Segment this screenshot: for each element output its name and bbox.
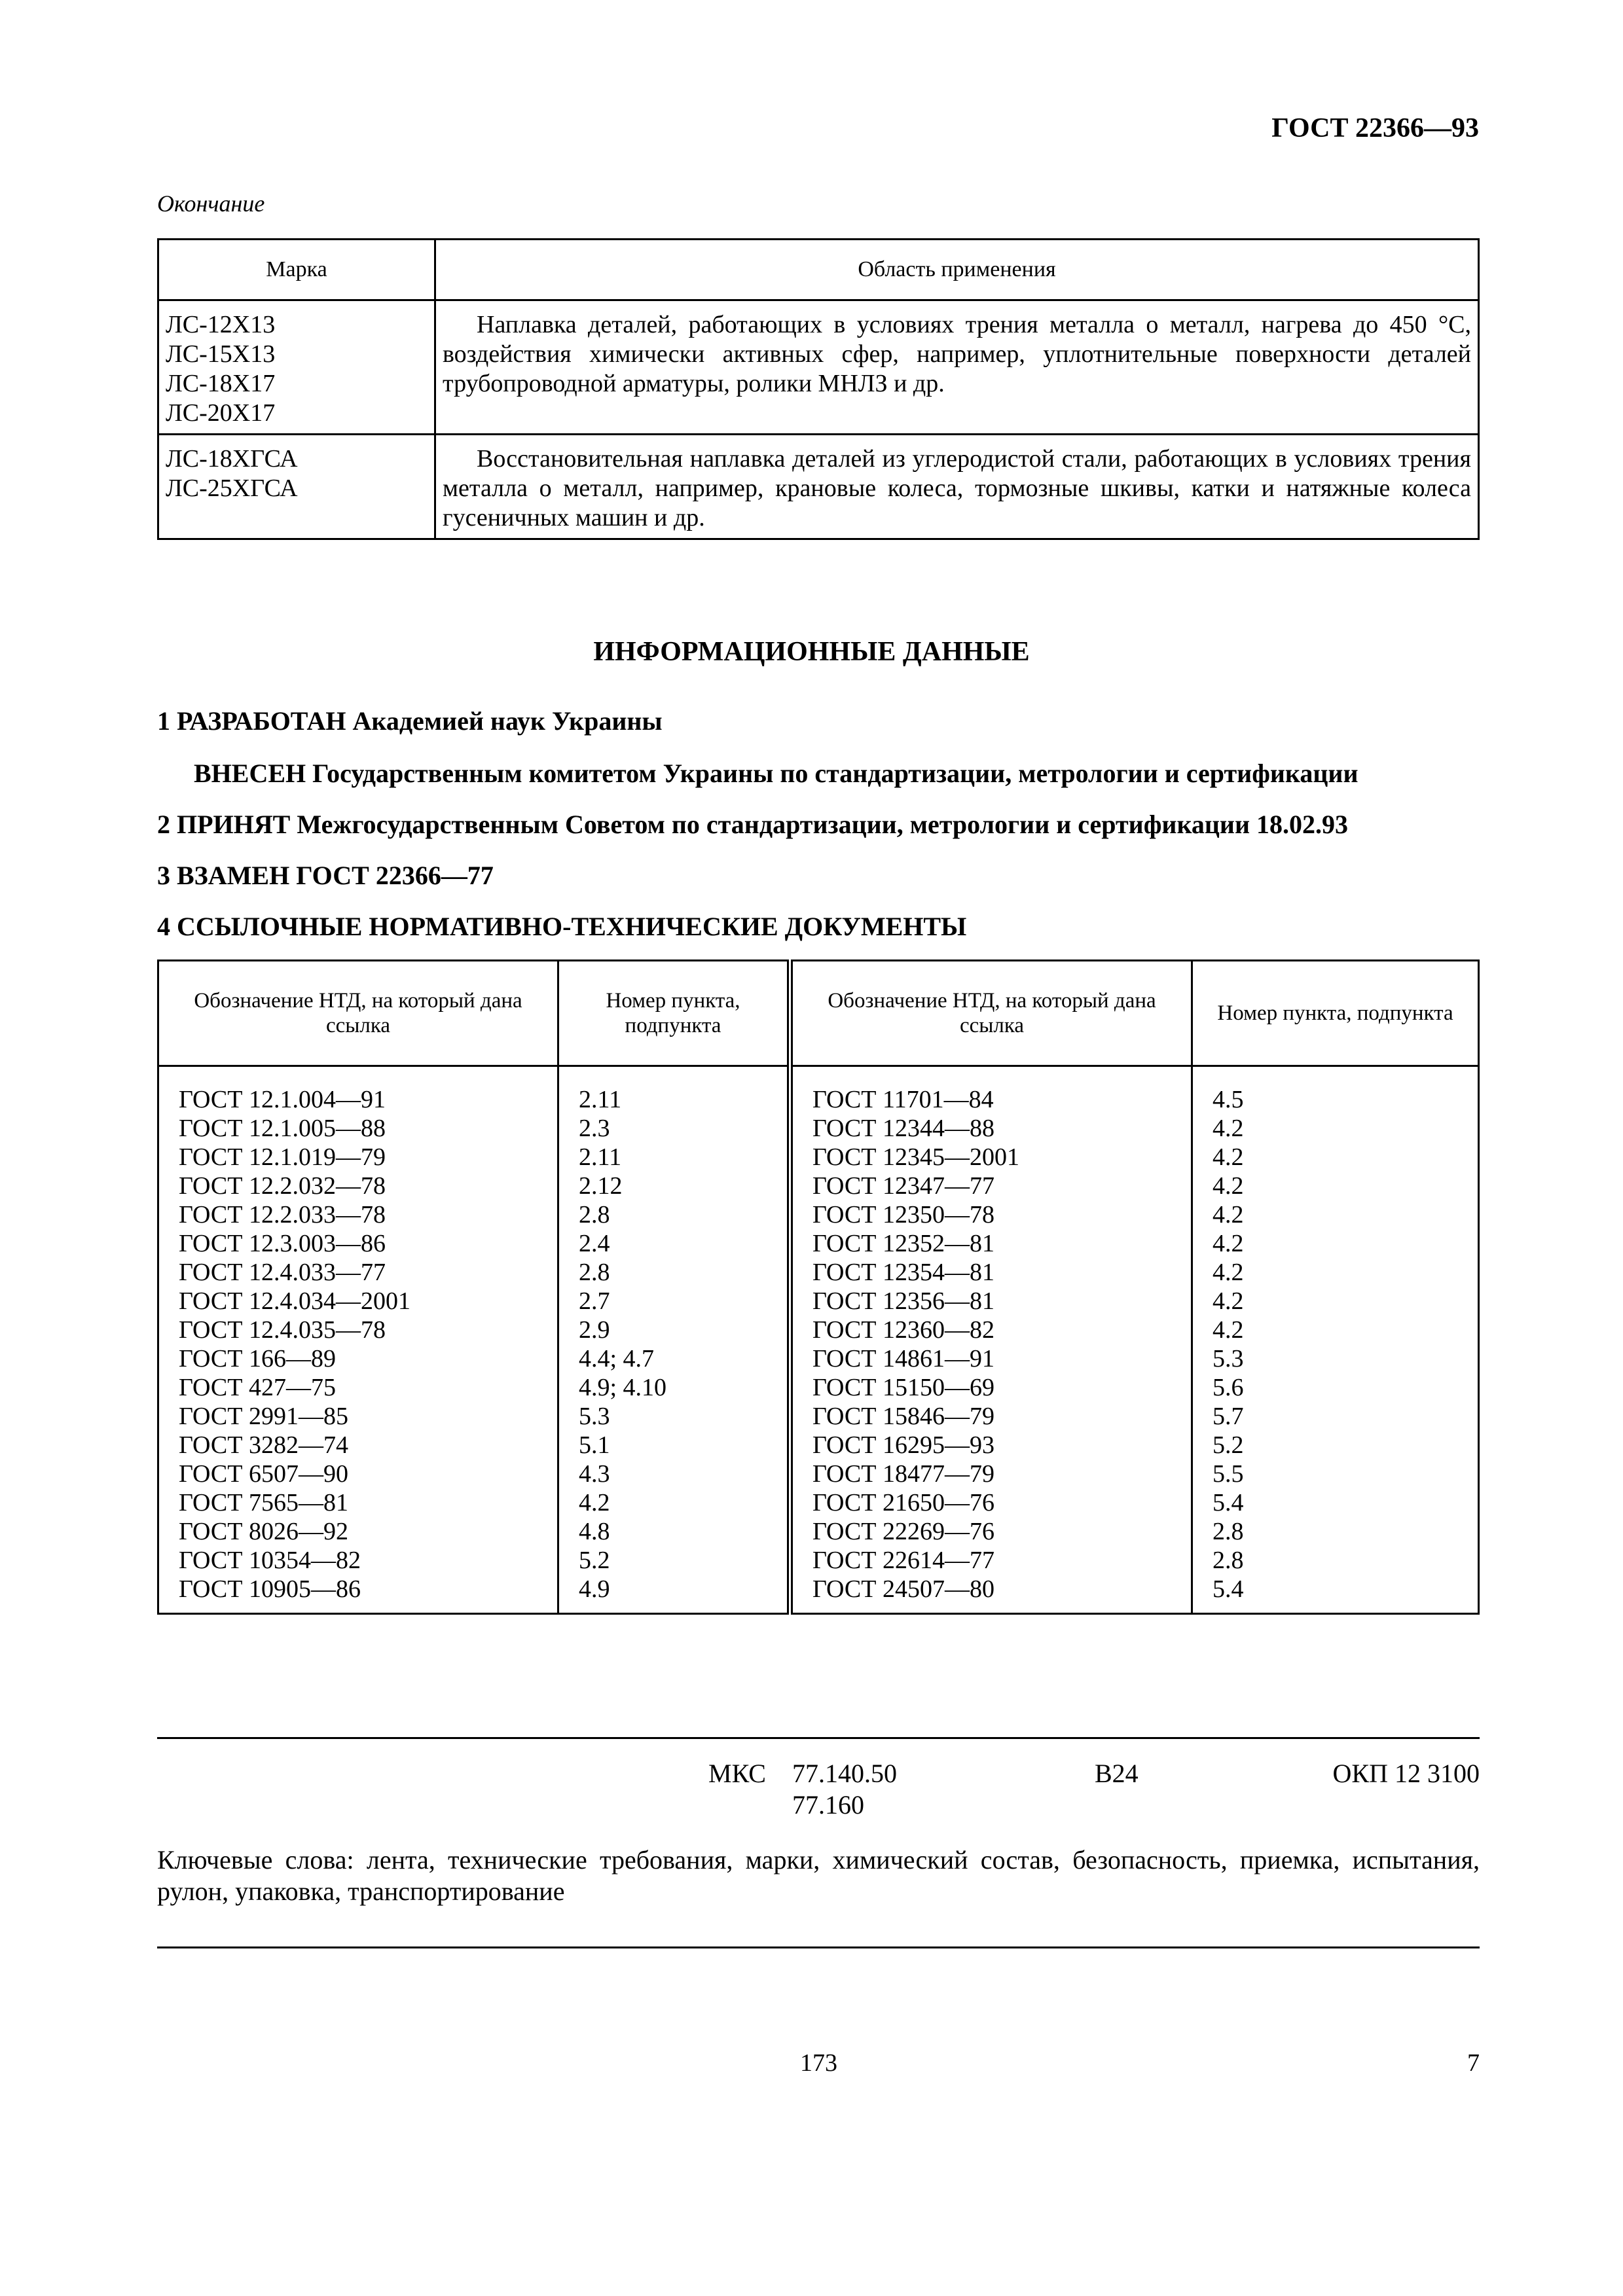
mark-name: ЛС-25ХГСА: [166, 475, 298, 502]
ref-doc-item: ГОСТ 10905—86: [179, 1575, 361, 1603]
ref-clause-item: 4.2: [1213, 1230, 1244, 1257]
ref-doc-item: ГОСТ 12344—88: [812, 1115, 994, 1142]
mark-name: ЛС-18ХГСА: [166, 445, 298, 473]
ref-clause-header: Номер пункта, подпункта: [558, 961, 790, 1066]
ref-doc-item: ГОСТ 22269—76: [812, 1518, 994, 1545]
ref-doc-item: ГОСТ 7565—81: [179, 1489, 348, 1516]
ref-doc-item: ГОСТ 14861—91: [812, 1345, 994, 1372]
ref-clause-item: 5.2: [579, 1547, 610, 1574]
group-code: В24: [1095, 1759, 1139, 1788]
page-number-center: 173: [800, 2049, 837, 2077]
table-row: [158, 300, 1479, 435]
ref-doc-item: ГОСТ 22614—77: [812, 1547, 994, 1574]
ref-clause-item: 2.12: [579, 1172, 623, 1200]
ref-doc-item: ГОСТ 12.4.035—78: [179, 1316, 386, 1344]
ref-doc-column: [790, 1066, 1192, 1614]
okp-code: ОКП 12 3100: [1332, 1759, 1480, 1788]
ref-clause-item: 4.9; 4.10: [579, 1374, 667, 1401]
ref-doc-item: ГОСТ 2991—85: [179, 1403, 348, 1430]
ref-doc-item: ГОСТ 24507—80: [812, 1575, 994, 1603]
ref-clause-item: 2.3: [579, 1115, 610, 1142]
ref-doc-item: ГОСТ 427—75: [179, 1374, 336, 1401]
ref-clause-item: 5.4: [1213, 1489, 1244, 1516]
ref-doc-item: ГОСТ 15150—69: [812, 1374, 994, 1401]
marks-col-header: Марка: [158, 240, 435, 300]
info-introduced: ВНЕСЕН Государственным комитетом Украины по стандартизации, метрологии и сертификации: [194, 759, 1359, 788]
ref-doc-item: ГОСТ 12.2.033—78: [179, 1201, 386, 1229]
ref-clause-item: 4.2: [1213, 1287, 1244, 1315]
ref-doc-item: ГОСТ 12.1.005—88: [179, 1115, 386, 1142]
ref-clause-item: 5.1: [579, 1431, 610, 1459]
table-caption: Окончание: [157, 190, 265, 217]
ref-clause-item: 4.4; 4.7: [579, 1345, 655, 1372]
ref-clause-item: 2.8: [579, 1201, 610, 1229]
ref-doc-item: ГОСТ 6507—90: [179, 1460, 348, 1488]
ref-doc-item: ГОСТ 12360—82: [812, 1316, 994, 1344]
ref-clause-item: 2.4: [579, 1230, 610, 1257]
ref-clause-header: Номер пункта, подпункта: [1192, 961, 1479, 1066]
info-replaces: 3 ВЗАМЕН ГОСТ 22366—77: [157, 861, 494, 890]
ref-clause-item: 2.8: [579, 1259, 610, 1286]
divider: [157, 1946, 1480, 1948]
marks-cell: [158, 300, 435, 435]
ref-doc-item: ГОСТ 10354—82: [179, 1547, 361, 1574]
area-text: Восстановительная наплавка деталей из углеродистой стали, работающих в условиях трения металла о металл, например, крановые колеса, тормозные шкивы, катки и натяжные колеса гусеничных машин и др.: [443, 445, 1471, 531]
area-text: Наплавка деталей, работающих в условиях трения металла о металл, нагрева до 450 °С, воздействия химически активных сфер, например, уплотнительные поверхности деталей трубопроводной арматуры, ролики МНЛЗ и др.: [443, 311, 1471, 397]
ref-clause-item: 5.3: [579, 1403, 610, 1430]
marks-cell: [158, 435, 435, 539]
mark-name: ЛС-18Х17: [166, 370, 276, 397]
ref-clause-item: 2.7: [579, 1287, 610, 1315]
info-adopted: 2 ПРИНЯТ Межгосударственным Советом по стандартизации, метрологии и сертификации 18.02.93: [157, 810, 1349, 839]
ref-doc-item: ГОСТ 8026—92: [179, 1518, 348, 1545]
ref-doc-item: ГОСТ 12.1.019—79: [179, 1143, 386, 1171]
ref-clause-item: 4.9: [579, 1575, 610, 1603]
ref-clause-item: 4.8: [579, 1518, 610, 1545]
references-table: [157, 960, 1480, 1615]
ref-clause-item: 2.8: [1213, 1518, 1244, 1545]
ref-doc-item: ГОСТ 12.3.003—86: [179, 1230, 386, 1257]
ref-clause-item: 2.11: [579, 1143, 622, 1171]
keywords: Ключевые слова: лента, технические требования, марки, химический состав, безопасность, приемка, испытания, рулон, упаковка, транспортирование: [157, 1845, 1480, 1906]
divider: [157, 1737, 1480, 1739]
ref-clause-item: 5.2: [1213, 1431, 1244, 1459]
ref-doc-item: ГОСТ 11701—84: [812, 1086, 994, 1113]
info-title: ИНФОРМАЦИОННЫЕ ДАННЫЕ: [593, 637, 1030, 667]
ref-doc-item: ГОСТ 12.4.034—2001: [179, 1287, 410, 1315]
area-cell: [435, 300, 1479, 435]
ref-doc-item: ГОСТ 3282—74: [179, 1431, 348, 1459]
ref-clause-item: 5.5: [1213, 1460, 1244, 1488]
ref-doc-item: ГОСТ 12352—81: [812, 1230, 994, 1257]
mark-name: ЛС-20Х17: [166, 399, 276, 427]
ref-doc-item: ГОСТ 16295—93: [812, 1431, 994, 1459]
ref-doc-item: ГОСТ 15846—79: [812, 1403, 994, 1430]
ref-doc-item: ГОСТ 12350—78: [812, 1201, 994, 1229]
ref-doc-item: ГОСТ 12.4.033—77: [179, 1259, 386, 1286]
ref-doc-item: ГОСТ 18477—79: [812, 1460, 994, 1488]
ref-clause-item: 2.9: [579, 1316, 610, 1344]
ref-clause-item: 4.2: [579, 1489, 610, 1516]
ref-clause-item: 4.3: [579, 1460, 610, 1488]
ref-clause-item: 5.4: [1213, 1575, 1244, 1603]
ref-doc-item: ГОСТ 12354—81: [812, 1259, 994, 1286]
ref-clause-item: 2.11: [579, 1086, 622, 1113]
ref-clause-item: 4.5: [1213, 1086, 1244, 1113]
ref-clause-item: 5.3: [1213, 1345, 1244, 1372]
mks-label: МКС: [708, 1759, 766, 1788]
ref-doc-item: ГОСТ 12356—81: [812, 1287, 994, 1315]
marks-table: [157, 238, 1480, 540]
ref-clause-item: 4.2: [1213, 1172, 1244, 1200]
area-col-header: Область применения: [435, 240, 1479, 300]
ref-doc-item: ГОСТ 21650—76: [812, 1489, 994, 1516]
mark-name: ЛС-12Х13: [166, 311, 276, 338]
ref-doc-header: Обозначение НТД, на который дана ссылка: [790, 961, 1192, 1066]
info-references: 4 ССЫЛОЧНЫЕ НОРМАТИВНО-ТЕХНИЧЕСКИЕ ДОКУМЕНТЫ: [157, 912, 967, 941]
ref-doc-header: Обозначение НТД, на который дана ссылка: [158, 961, 558, 1066]
ref-clause-item: 4.2: [1213, 1201, 1244, 1229]
ref-doc-item: ГОСТ 12347—77: [812, 1172, 994, 1200]
ref-clause-item: 4.2: [1213, 1259, 1244, 1286]
ref-clause-item: 4.2: [1213, 1115, 1244, 1142]
ref-clause-column: [1192, 1066, 1479, 1614]
page-number-right: 7: [1467, 2049, 1480, 2077]
mks-code: 77.160: [792, 1790, 864, 1820]
ref-doc-item: ГОСТ 12345—2001: [812, 1143, 1019, 1171]
ref-clause-item: 4.2: [1213, 1316, 1244, 1344]
mark-name: ЛС-15Х13: [166, 340, 276, 368]
ref-doc-item: ГОСТ 166—89: [179, 1345, 336, 1372]
ref-clause-item: 2.8: [1213, 1547, 1244, 1574]
ref-clause-item: 4.2: [1213, 1143, 1244, 1171]
ref-doc-column: [158, 1066, 558, 1614]
ref-clause-item: 5.6: [1213, 1374, 1244, 1401]
mks-code: 77.140.50: [792, 1759, 897, 1788]
ref-clause-item: 5.7: [1213, 1403, 1244, 1430]
ref-doc-item: ГОСТ 12.1.004—91: [179, 1086, 386, 1113]
table-row: [158, 435, 1479, 539]
info-developed: 1 РАЗРАБОТАН Академией наук Украины: [157, 706, 663, 736]
area-cell: [435, 435, 1479, 539]
ref-clause-column: [558, 1066, 790, 1614]
ref-doc-item: ГОСТ 12.2.032—78: [179, 1172, 386, 1200]
document-code: ГОСТ 22366—93: [1271, 113, 1479, 143]
